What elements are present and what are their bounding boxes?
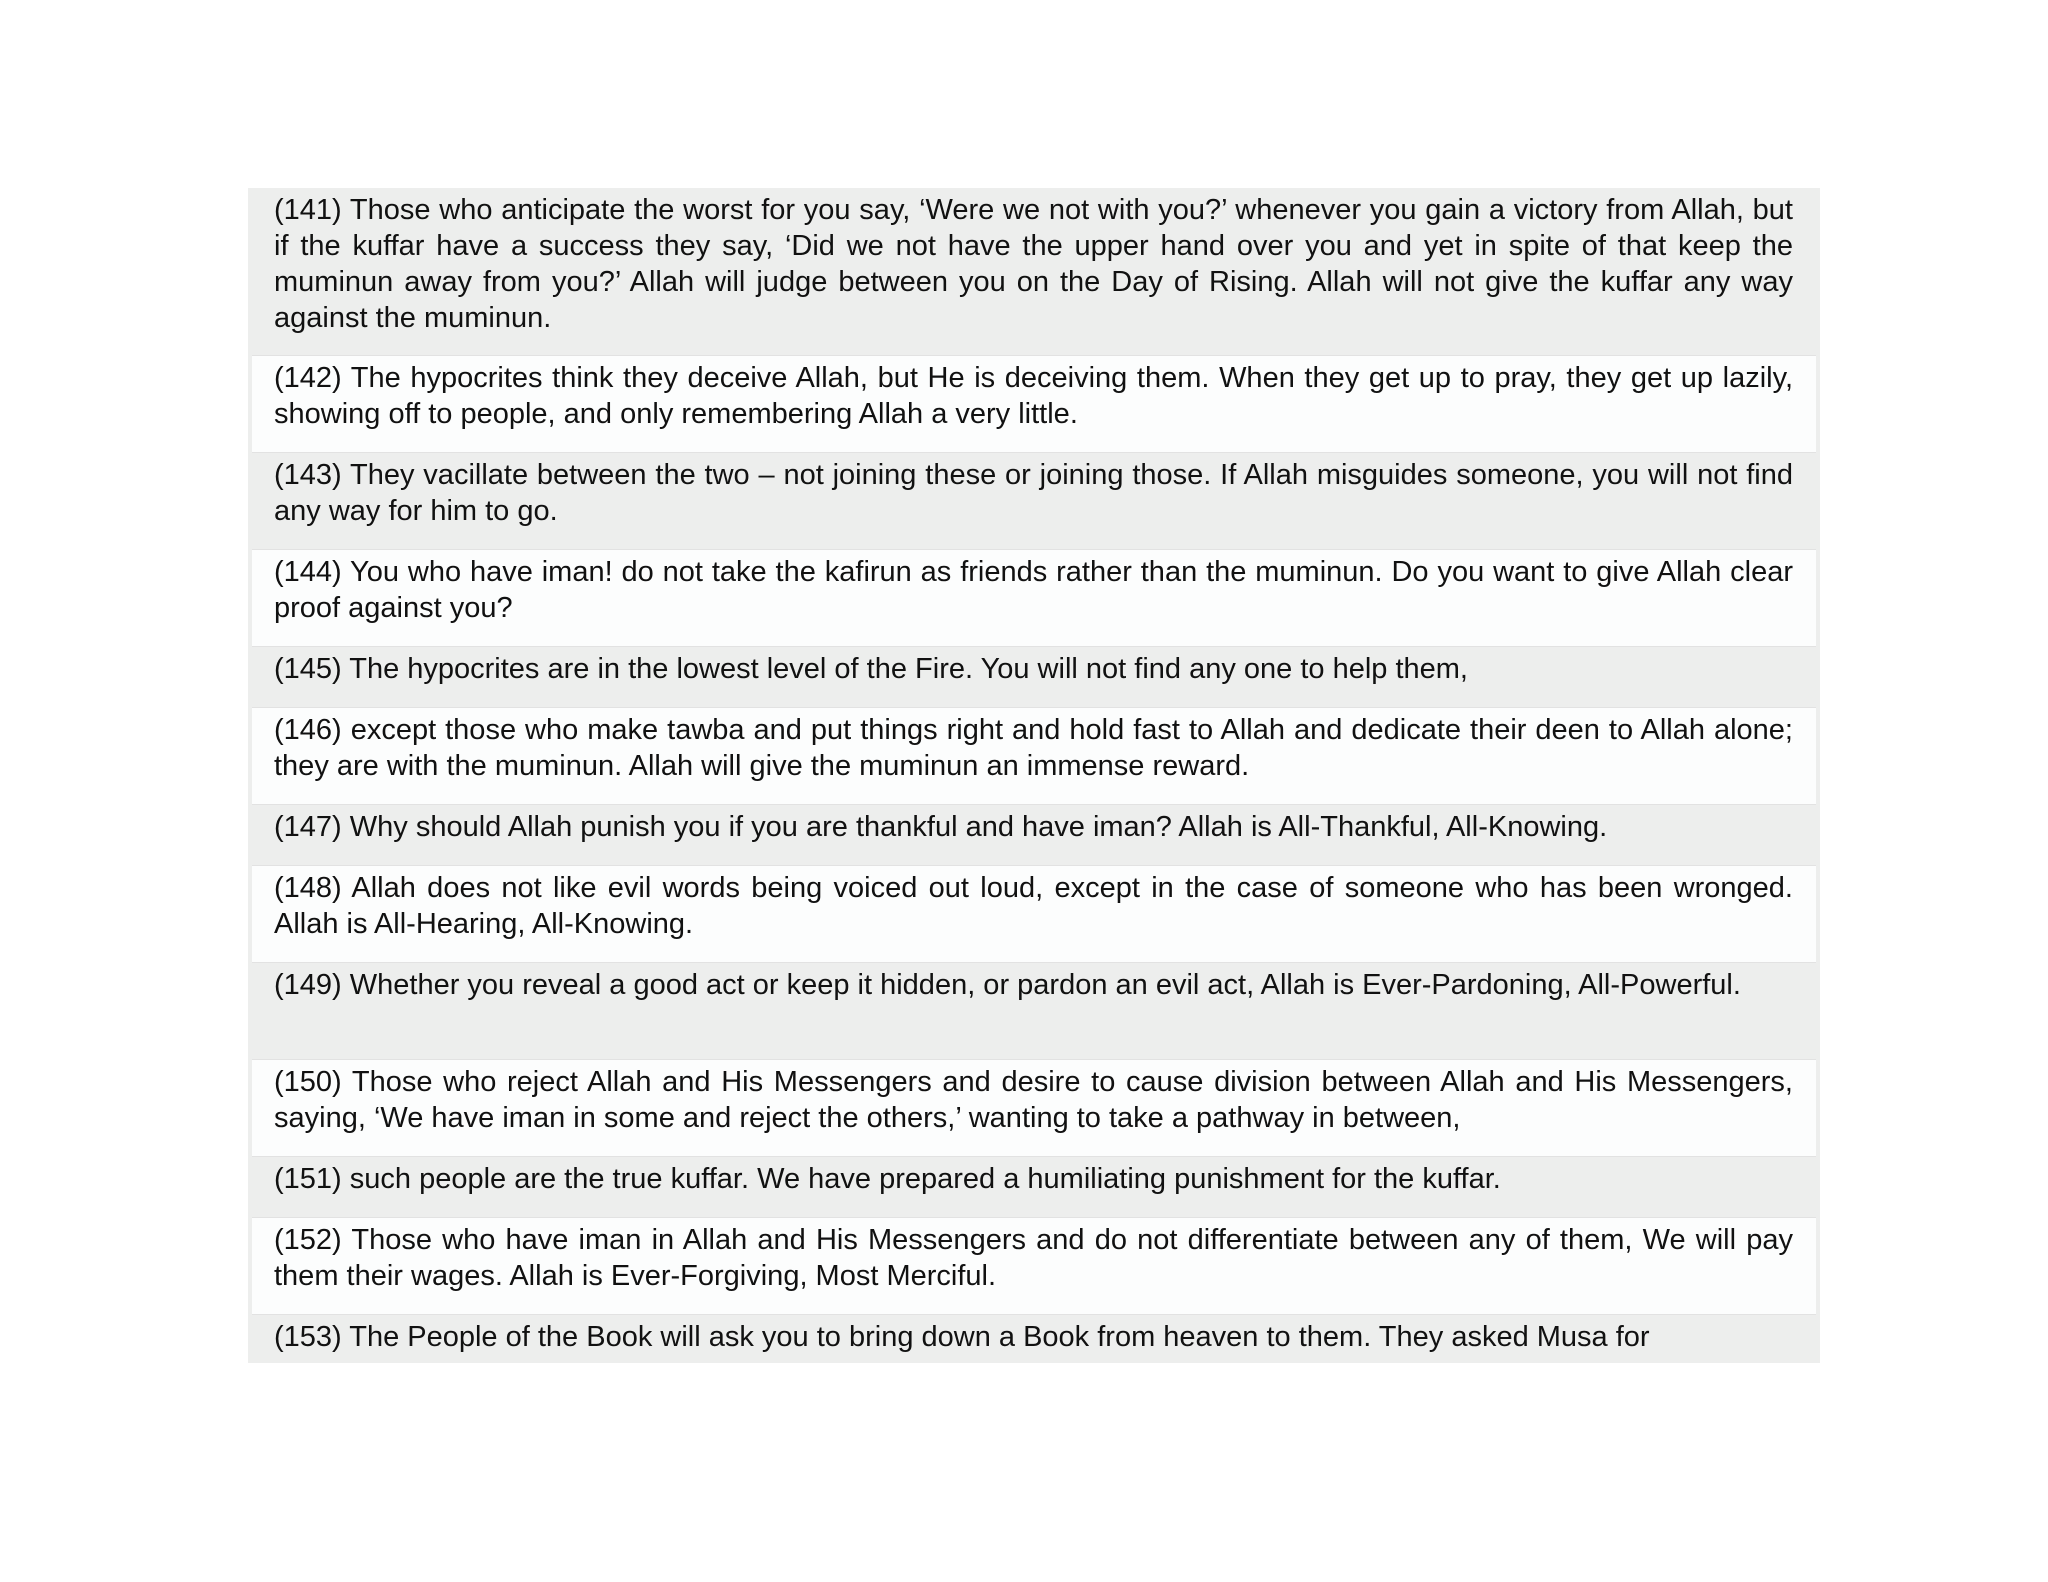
verse-row-144: (144) You who have iman! do not take the kafirun as friends rather than the muminun. Do you want to give Allah clear proof against you? <box>252 550 1816 647</box>
verse-row-141: (141) Those who anticipate the worst for you say, ‘Were we not with you?’ whenever you gain a victory from Allah, but if the kuffar have a success they say, ‘Did we not have the upper hand over you and yet in spite of that keep the muminun away from you?’ Allah will judge between you on the Day of Rising. Allah will not give the kuffar any way against the muminun. <box>252 188 1816 356</box>
verse-row-147: (147) Why should Allah punish you if you are thankful and have iman? Allah is All-Thankful, All-Knowing. <box>252 805 1816 866</box>
verse-row-150: (150) Those who reject Allah and His Messengers and desire to cause division between Allah and His Messengers, saying, ‘We have iman in some and reject the others,’ wanting to take a pathway in between, <box>252 1060 1816 1157</box>
verse-row-146: (146) except those who make tawba and put things right and hold fast to Allah and dedicate their deen to Allah alone; they are with the muminun. Allah will give the muminun an immense reward. <box>252 708 1816 805</box>
verse-row-145: (145) The hypocrites are in the lowest level of the Fire. You will not find any one to help them, <box>252 647 1816 708</box>
verse-table <box>248 188 1820 1363</box>
verse-row-142: (142) The hypocrites think they deceive Allah, but He is deceiving them. When they get up to pray, they get up lazily, showing off to people, and only remembering Allah a very little. <box>252 356 1816 453</box>
verse-row-148: (148) Allah does not like evil words being voiced out loud, except in the case of someone who has been wronged. Allah is All-Hearing, All-Knowing. <box>252 866 1816 963</box>
verse-row-143: (143) They vacillate between the two – not joining these or joining those. If Allah misguides someone, you will not find any way for him to go. <box>252 453 1816 550</box>
verse-row-153: (153) The People of the Book will ask you to bring down a Book from heaven to them. They asked Musa for <box>252 1315 1816 1363</box>
verse-row-152: (152) Those who have iman in Allah and His Messengers and do not differentiate between any of them, We will pay them their wages. Allah is Ever-Forgiving, Most Merciful. <box>252 1218 1816 1315</box>
verse-row-151: (151) such people are the true kuffar. We have prepared a humiliating punishment for the kuffar. <box>252 1157 1816 1218</box>
verse-row-149: (149) Whether you reveal a good act or keep it hidden, or pardon an evil act, Allah is Ever-Pardoning, All-Powerful. <box>252 963 1816 1060</box>
